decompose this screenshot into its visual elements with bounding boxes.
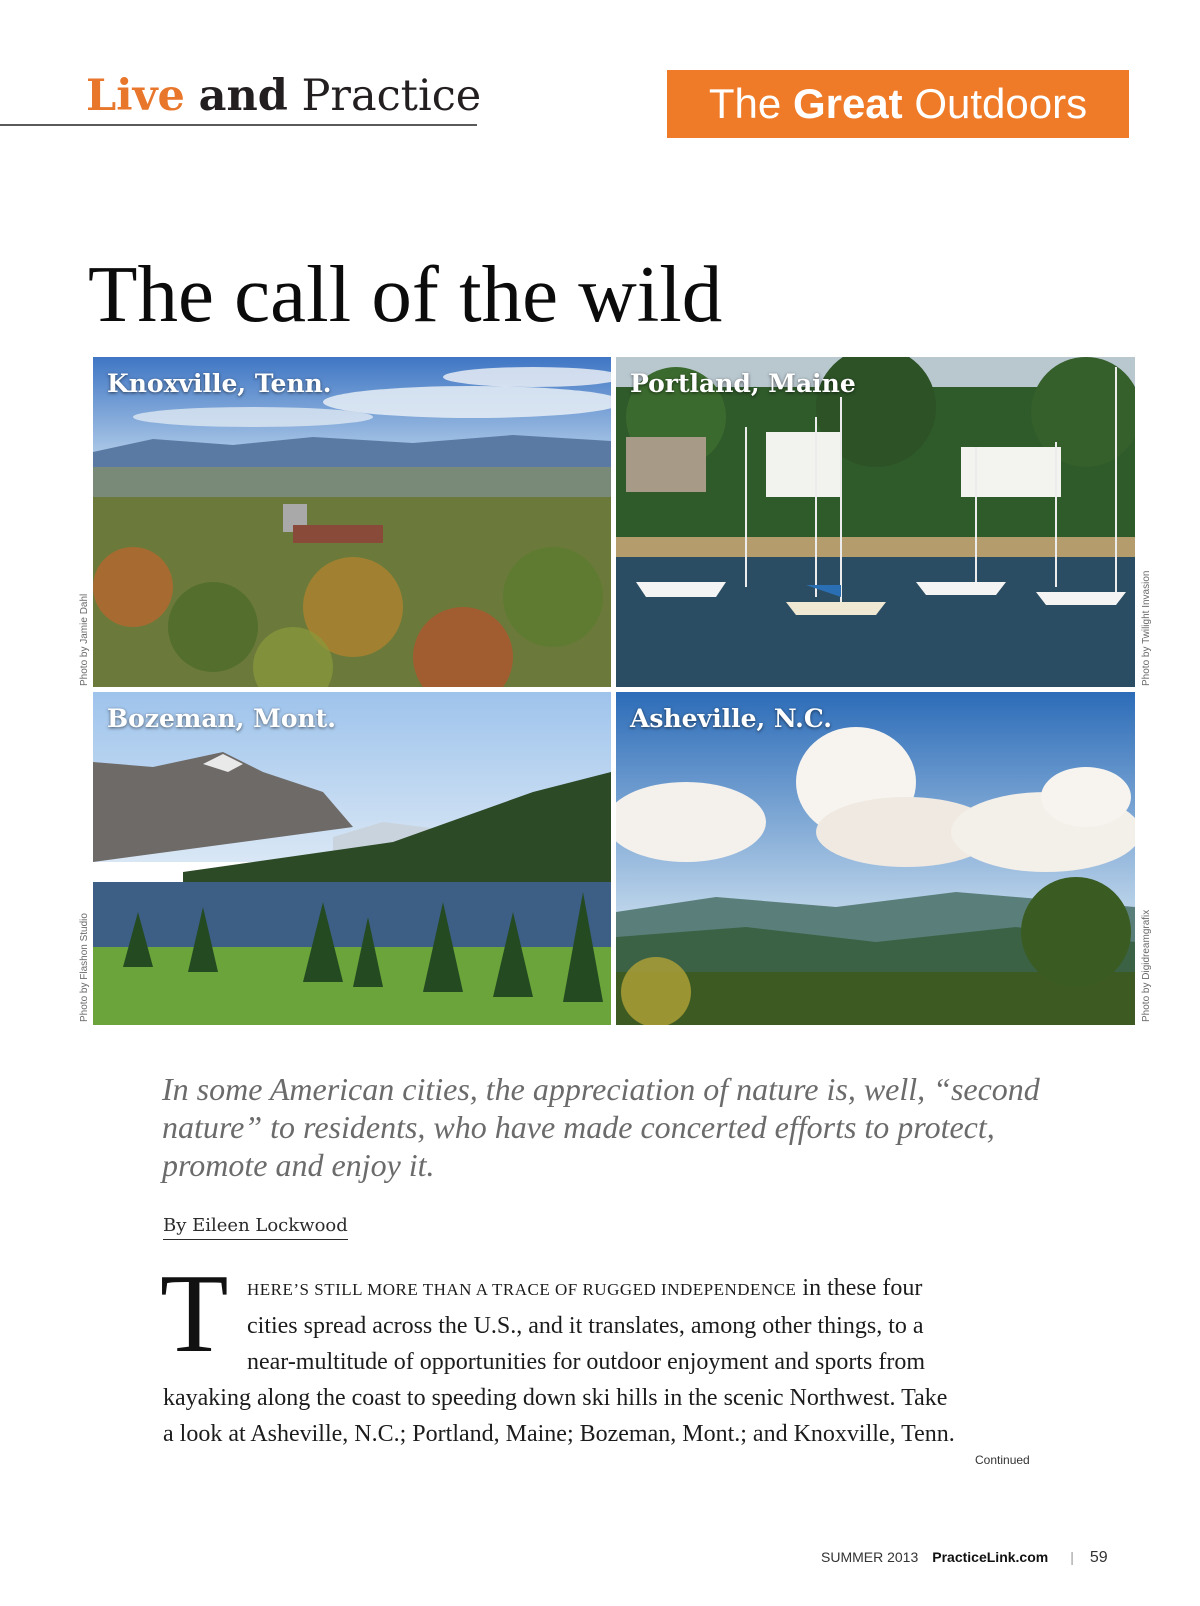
photo-label-portland: Portland, Maine [630,369,856,398]
footer-separator: | [1070,1549,1074,1565]
photo-asheville-image [616,692,1135,1025]
body-line-5: a look at Asheville, N.C.; Portland, Maine; Bozeman, Mont.; and Knoxville, Tenn. [163,1421,955,1447]
section-header-word-live: Live [86,71,185,121]
lead-in-small-caps: HERE’S STILL MORE THAN A TRACE OF RUGGED INDEPENDENCE [247,1280,797,1299]
photo-credit-knoxville: Photo by Jamie Dahl [79,593,90,686]
body-line-3: near-multitude of opportunities for outdoor enjoyment and sports from [247,1349,926,1375]
footer-site: PracticeLink.com [932,1549,1049,1565]
drop-cap: T [160,1252,229,1376]
category-tag-word3: Outdoors [914,80,1088,127]
photo-credit-asheville: Photo by Digidreamgrafix [1141,909,1152,1022]
photo-bozeman [93,692,611,1025]
photo-portland-image [616,357,1135,687]
header-rule [0,124,477,126]
photo-label-bozeman: Bozeman, Mont. [107,704,336,733]
photo-asheville [616,692,1135,1025]
byline: By Eileen Lockwood [163,1215,348,1240]
article-headline: The call of the wild [88,249,723,339]
body-line-1-rest: in these four [796,1275,923,1301]
article-body [163,1270,1043,1452]
body-line-4: kayaking along the coast to speeding down ski hills in the scenic Northwest. Take [163,1385,948,1411]
body-line-1 [163,1270,1043,1308]
photo-label-knoxville: Knoxville, Tenn. [107,369,332,398]
page-number: 59 [1089,1549,1108,1566]
continued-label: Continued [975,1453,1030,1467]
article-deck: In some American cities, the appreciation of nature is, well, “second nature” to residents, who have made concerted efforts to protect, promote and enjoy it. [162,1071,1040,1183]
photo-credit-portland: Photo by Twilight Invasion [1141,570,1152,686]
footer-issue: SUMMER 2013 [821,1549,919,1565]
section-header-word-practice: Practice [301,71,482,121]
category-tag-word2: Great [792,80,903,127]
section-header-word-and: and [198,71,288,121]
photo-credit-bozeman: Photo by Flashon Studio [79,913,90,1022]
category-tag-word1: The [708,80,782,127]
photo-bozeman-image [93,692,611,1025]
body-line-2: cities spread across the U.S., and it translates, among other things, to a [247,1313,924,1339]
photo-knoxville [93,357,611,687]
photo-portland [616,357,1135,687]
section-header [86,70,481,122]
page-footer [821,1549,1108,1567]
category-tag [667,70,1129,138]
photo-label-asheville: Asheville, N.C. [630,704,833,733]
photo-knoxville-image [93,357,611,687]
